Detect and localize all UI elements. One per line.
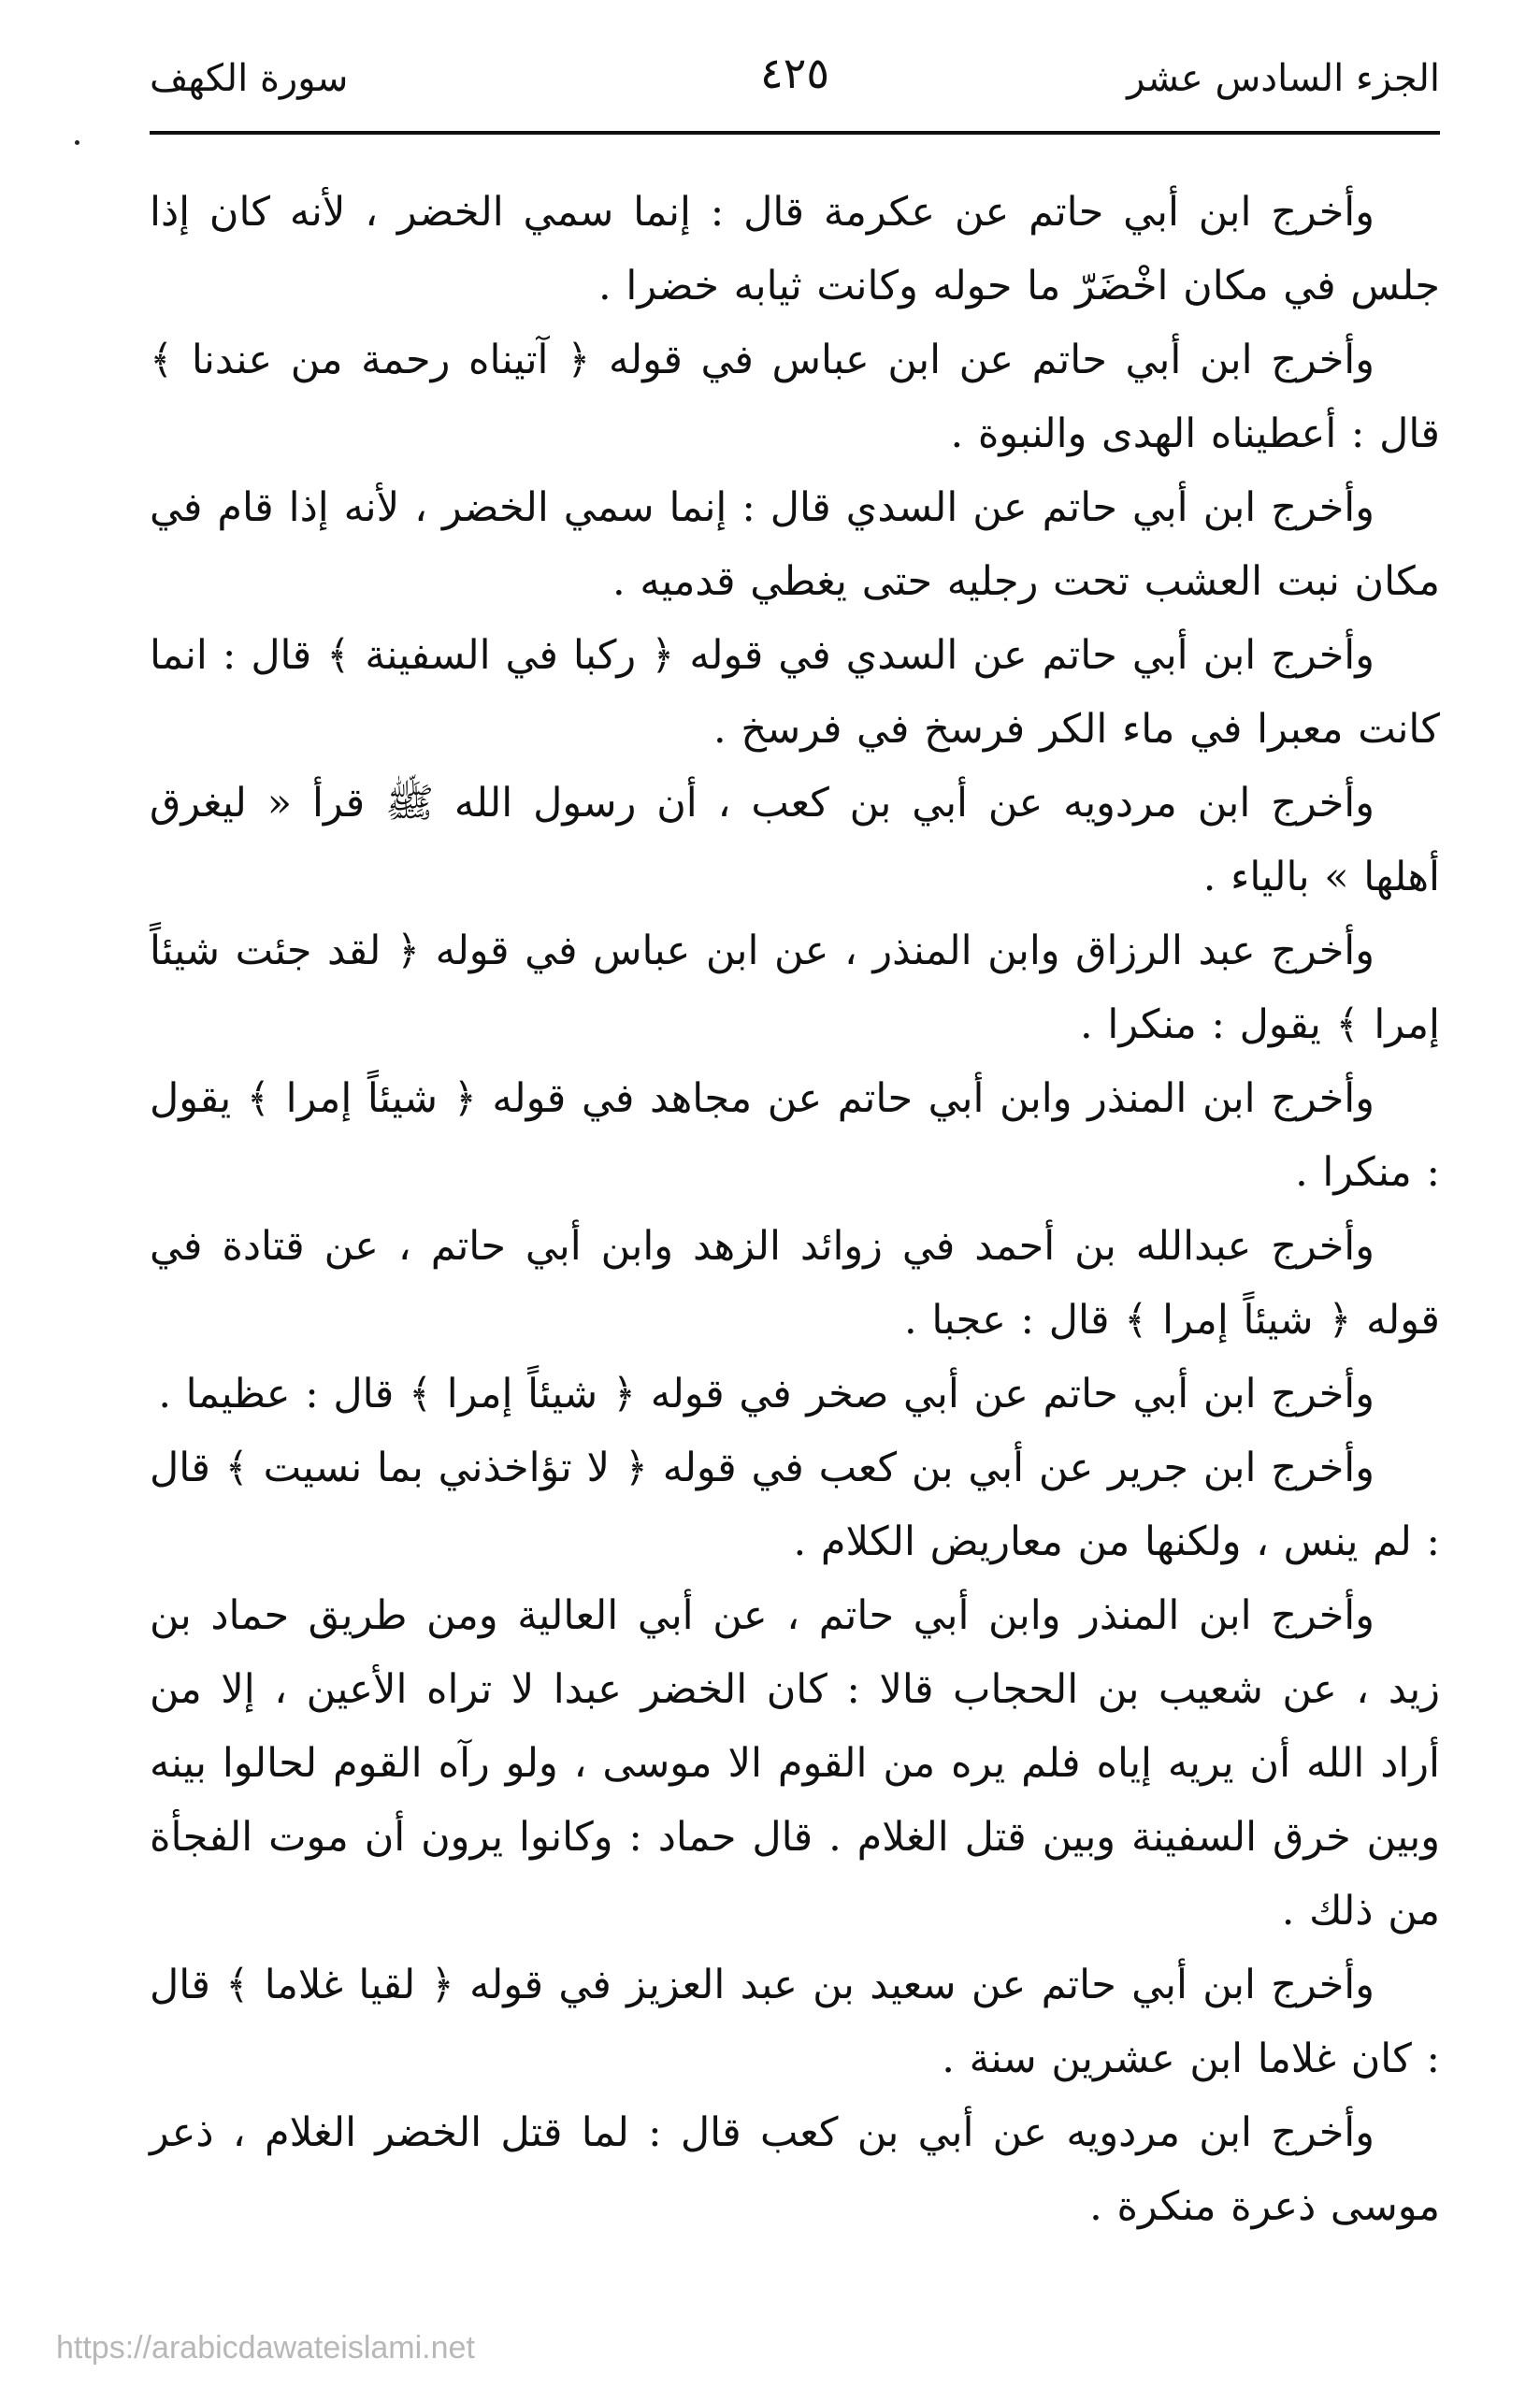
paragraph: وأخرج ابن المنذر وابن أبي حاتم ، عن أبي العالية ومن طريق حماد بن زيد ، عن شعيب بن الحجاب قالا : كان الخضر عبدا لا تراه الأعين ، إلا من أراد الله أن يريه إياه فلم يره من القوم الا موسى ، ولو رآه القوم لحالوا بينه وبين خرق السفينة وبين قتل الغلام . قال حماد : وكانوا يرون أن موت الفجأة من ذلك . (150, 1592, 1440, 1935)
running-head-surah: سورة الكهف (150, 57, 349, 100)
paragraph: وأخرج ابن أبي حاتم عن سعيد بن عبد العزيز في قوله ﴿ لقيا غلاما ﴾ قال : كان غلاما ابن عشرين سنة . (150, 1962, 1440, 2082)
paragraph: وأخرج ابن المنذر وابن أبي حاتم عن مجاهد في قوله ﴿ شيئاً إمرا ﴾ يقول : منكرا . (150, 1075, 1440, 1196)
margin-speck (75, 140, 79, 145)
source-watermark: https://arabicdawateislami.net (56, 2330, 475, 2366)
paragraph: وأخرج ابن أبي حاتم عن أبي صخر في قوله ﴿ شيئاً إمرا ﴾ قال : عظيما . (158, 1371, 1374, 1417)
paragraph: وأخرج ابن جرير عن أبي بن كعب في قوله ﴿ لا تؤاخذني بما نسيت ﴾ قال : لم ينس ، ولكنها من معاريض الكلام . (150, 1445, 1440, 1565)
paragraph: وأخرج ابن أبي حاتم عن السدي قال : إنما سمي الخضر ، لأنه إذا قام في مكان نبت العشب تحت رجليه حتى يغطي قدميه . (150, 484, 1440, 605)
page-body (150, 176, 1440, 2244)
paragraph: وأخرج ابن أبي حاتم عن عكرمة قال : إنما سمي الخضر ، لأنه كان إذا جلس في مكان اخْضَرّ ما حوله وكانت ثيابه خضرا . (150, 189, 1440, 309)
paragraph: وأخرج ابن مردويه عن أبي بن كعب قال : لما قتل الخضر الغلام ، ذعر موسى ذعرة منكرة . (150, 2109, 1440, 2230)
paragraph: وأخرج ابن مردويه عن أبي بن كعب ، أن رسول الله ﷺ قرأ « ليغرق أهلها » بالياء . (150, 780, 1440, 900)
page-header (150, 37, 1440, 122)
paragraph: وأخرج عبدالله بن أحمد في زوائد الزهد وابن أبي حاتم ، عن قتادة في قوله ﴿ شيئاً إمرا ﴾ قال : عجبا . (150, 1223, 1440, 1344)
running-head-part: الجزء السادس عشر (1127, 57, 1440, 100)
paragraph: وأخرج ابن أبي حاتم عن السدي في قوله ﴿ ركبا في السفينة ﴾ قال : انما كانت معبرا في ماء الكر فرسخ في فرسخ . (150, 632, 1440, 753)
paragraph: وأخرج ابن أبي حاتم عن ابن عباس في قوله ﴿ آتيناه رحمة من عندنا ﴾ قال : أعطيناه الهدى والنبوة . (150, 337, 1440, 457)
header-rule (150, 131, 1440, 135)
paragraph: وأخرج عبد الرزاق وابن المنذر ، عن ابن عباس في قوله ﴿ لقد جئت شيئاً إمرا ﴾ يقول : منكرا . (150, 928, 1440, 1048)
page-number: ٤٢٥ (759, 48, 830, 98)
